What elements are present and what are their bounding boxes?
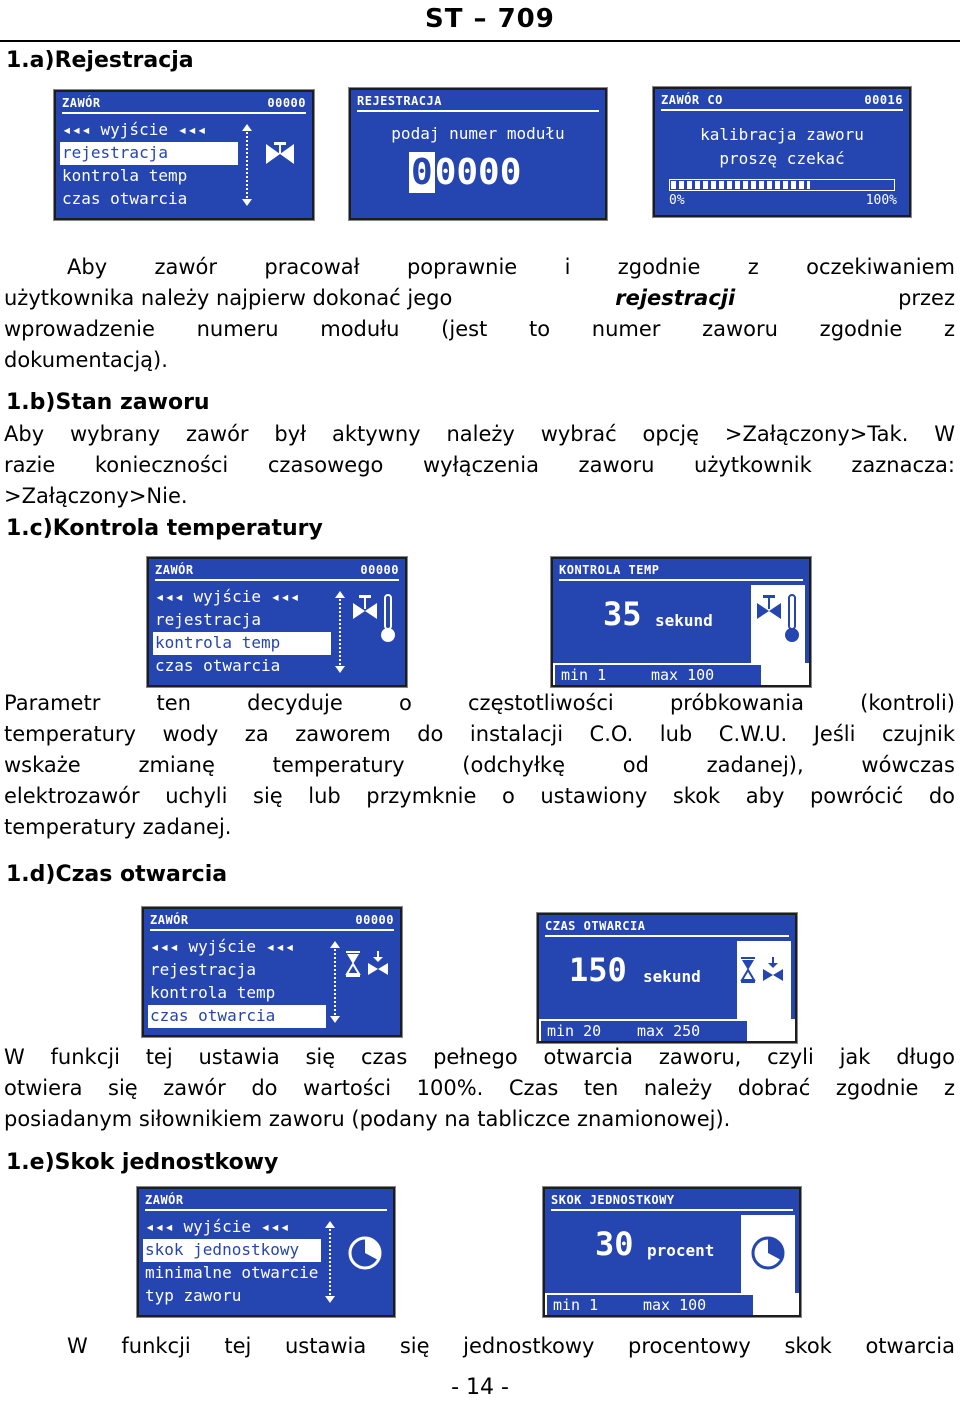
lcd-title: REJESTRACJA	[357, 94, 442, 108]
menu-item-czas: czas otwarcia	[62, 189, 188, 208]
unit-label: sekund	[655, 611, 713, 630]
lcd-title: SKOK JEDNOSTKOWY	[551, 1193, 675, 1207]
lcd-title: ZAWÓR	[62, 96, 101, 110]
scroll-indicator	[246, 128, 248, 202]
value-display: 150	[569, 951, 627, 989]
calib-line1: kalibracja zaworu	[700, 125, 864, 144]
max-label: max 250	[631, 1021, 747, 1041]
lcd-rejestracja	[349, 88, 607, 220]
scroll-indicator	[334, 945, 336, 1019]
paragraph-czas: W funkcji tej ustawia się czas pełnego otwarcia zaworu, czyli jak długo otwiera się zawór do wartości 100%. Czas ten należy dobrać zgodnie z posiadanym siłownikiem zaworu (podany na tabliczce znamionowej).	[4, 1045, 955, 1131]
lcd-kontrola-temp	[551, 557, 811, 687]
heading-czas-otwarcia: 1.d)Czas otwarcia	[6, 862, 228, 887]
value-display: 30	[595, 1225, 634, 1263]
paragraph-rejestracja: Aby zawór pracował poprawnie i zgodnie z oczekiwaniem użytkownika należy najpierw dokonać jego rejestracji przez wprowadzenie numeru modułu (jest to numer zaworu zgodnie z dokumentacją).	[4, 255, 955, 372]
heading-skok-jednostkowy: 1.e)Skok jednostkowy	[6, 1150, 279, 1175]
lcd-code: 00000	[267, 96, 306, 110]
hourglass-valve-icon	[342, 945, 396, 1001]
menu-item-minimalne: minimalne otwarcie	[145, 1263, 319, 1282]
menu-item-kontrola: kontrola temp	[62, 166, 188, 185]
progress-max: 100%	[865, 193, 897, 208]
menu-item-skok: skok jednostkowy	[143, 1239, 321, 1262]
unit-label: procent	[647, 1241, 715, 1260]
max-label: max 100	[645, 665, 761, 685]
module-digits: 0000	[434, 152, 522, 193]
menu-item-czas: czas otwarcia	[155, 656, 281, 675]
menu-item-typ: typ zaworu	[145, 1286, 242, 1305]
lcd-title: KONTROLA TEMP	[559, 563, 660, 577]
lcd-menu-kontrola	[147, 557, 407, 687]
lcd-menu-rejestracja	[54, 90, 314, 220]
menu-item-rejestracja: rejestracja	[155, 610, 261, 629]
lcd-title: ZAWÓR	[150, 913, 189, 927]
lcd-menu-czas	[142, 907, 402, 1037]
calib-progress-bar	[669, 179, 895, 191]
menu-item-kontrola: kontrola temp	[153, 632, 331, 655]
valve-icon	[260, 136, 300, 176]
menu-item-rejestracja: rejestracja	[150, 960, 256, 979]
unit-label: sekund	[643, 967, 701, 986]
calib-line2: proszę czekać	[719, 149, 845, 168]
document-title: ST – 709	[425, 4, 555, 34]
lcd-title: CZAS OTWARCIA	[545, 919, 646, 933]
lcd-code: 00000	[360, 563, 399, 577]
prompt-text: podaj numer modułu	[391, 124, 565, 143]
valve-thermometer-icon	[349, 589, 401, 653]
module-cursor-digit: 0	[411, 152, 433, 193]
lcd-code: 00016	[864, 93, 903, 107]
module-number	[409, 152, 521, 193]
progress-min: 0%	[669, 193, 685, 208]
lcd-menu-skok	[137, 1187, 395, 1317]
min-label: min 1	[555, 665, 647, 685]
heading-rejestracja: 1.a)Rejestracja	[6, 48, 194, 73]
paragraph-stan-zaworu: Aby wybrany zawór był aktywny należy wybrać opcję >Załączony>Tak. W razie konieczności czasowego wyłączenia zaworu użytkownik zaznacza: >Załączony>Nie.	[4, 422, 955, 508]
scroll-indicator	[339, 595, 341, 669]
min-label: min 1	[547, 1295, 639, 1315]
menu-item-czas: czas otwarcia	[148, 1005, 326, 1028]
page-number: - 14 -	[451, 1375, 509, 1400]
lcd-title: ZAWÓR	[155, 563, 194, 577]
lcd-czas-otwarcia	[537, 913, 797, 1043]
paragraph-skok: W funkcji tej ustawia się jednostkowy procentowy skok otwarcia	[67, 1334, 955, 1358]
lcd-skok-jednostkowy	[543, 1187, 801, 1317]
menu-item-rejestracja: rejestracja	[60, 142, 238, 165]
max-label: max 100	[637, 1295, 753, 1315]
min-label: min 20	[541, 1021, 633, 1041]
heading-stan-zaworu: 1.b)Stan zaworu	[6, 390, 210, 415]
lcd-title: ZAWÓR	[145, 1193, 184, 1207]
range-bar	[553, 663, 809, 685]
pie-percent-icon	[345, 1233, 385, 1273]
range-bar	[539, 1019, 795, 1041]
header-rule	[0, 40, 960, 42]
lcd-code: 00000	[355, 913, 394, 927]
menu-item-exit: ◂◂◂ wyjście ◂◂◂	[150, 937, 295, 956]
valve-thermometer-icon	[753, 589, 805, 653]
hourglass-valve-icon	[737, 951, 791, 1007]
value-display: 35	[603, 595, 642, 633]
paragraph-kontrola: Parametr ten decyduje o częstotliwości próbkowania (kontroli) temperatury wody za zaworem do instalacji C.O. lub C.W.U. Jeśli czujnik wskaże zmianę temperatury (odchyłkę od zadanej), wówczas elektrozawór uchyli się lub przymknie o ustawiony skok aby powrócić do temperatury zadanej.	[4, 691, 955, 839]
range-bar	[545, 1293, 799, 1315]
pie-percent-icon	[748, 1233, 788, 1273]
lcd-title: ZAWÓR CO	[661, 93, 723, 107]
menu-item-exit: ◂◂◂ wyjście ◂◂◂	[155, 587, 300, 606]
scroll-indicator	[329, 1225, 331, 1299]
menu-item-kontrola: kontrola temp	[150, 983, 276, 1002]
lcd-kalibracja	[653, 87, 911, 217]
heading-kontrola-temperatury: 1.c)Kontrola temperatury	[6, 516, 323, 541]
menu-item-exit: ◂◂◂ wyjście ◂◂◂	[145, 1217, 290, 1236]
menu-item-exit: ◂◂◂ wyjście ◂◂◂	[62, 120, 207, 139]
